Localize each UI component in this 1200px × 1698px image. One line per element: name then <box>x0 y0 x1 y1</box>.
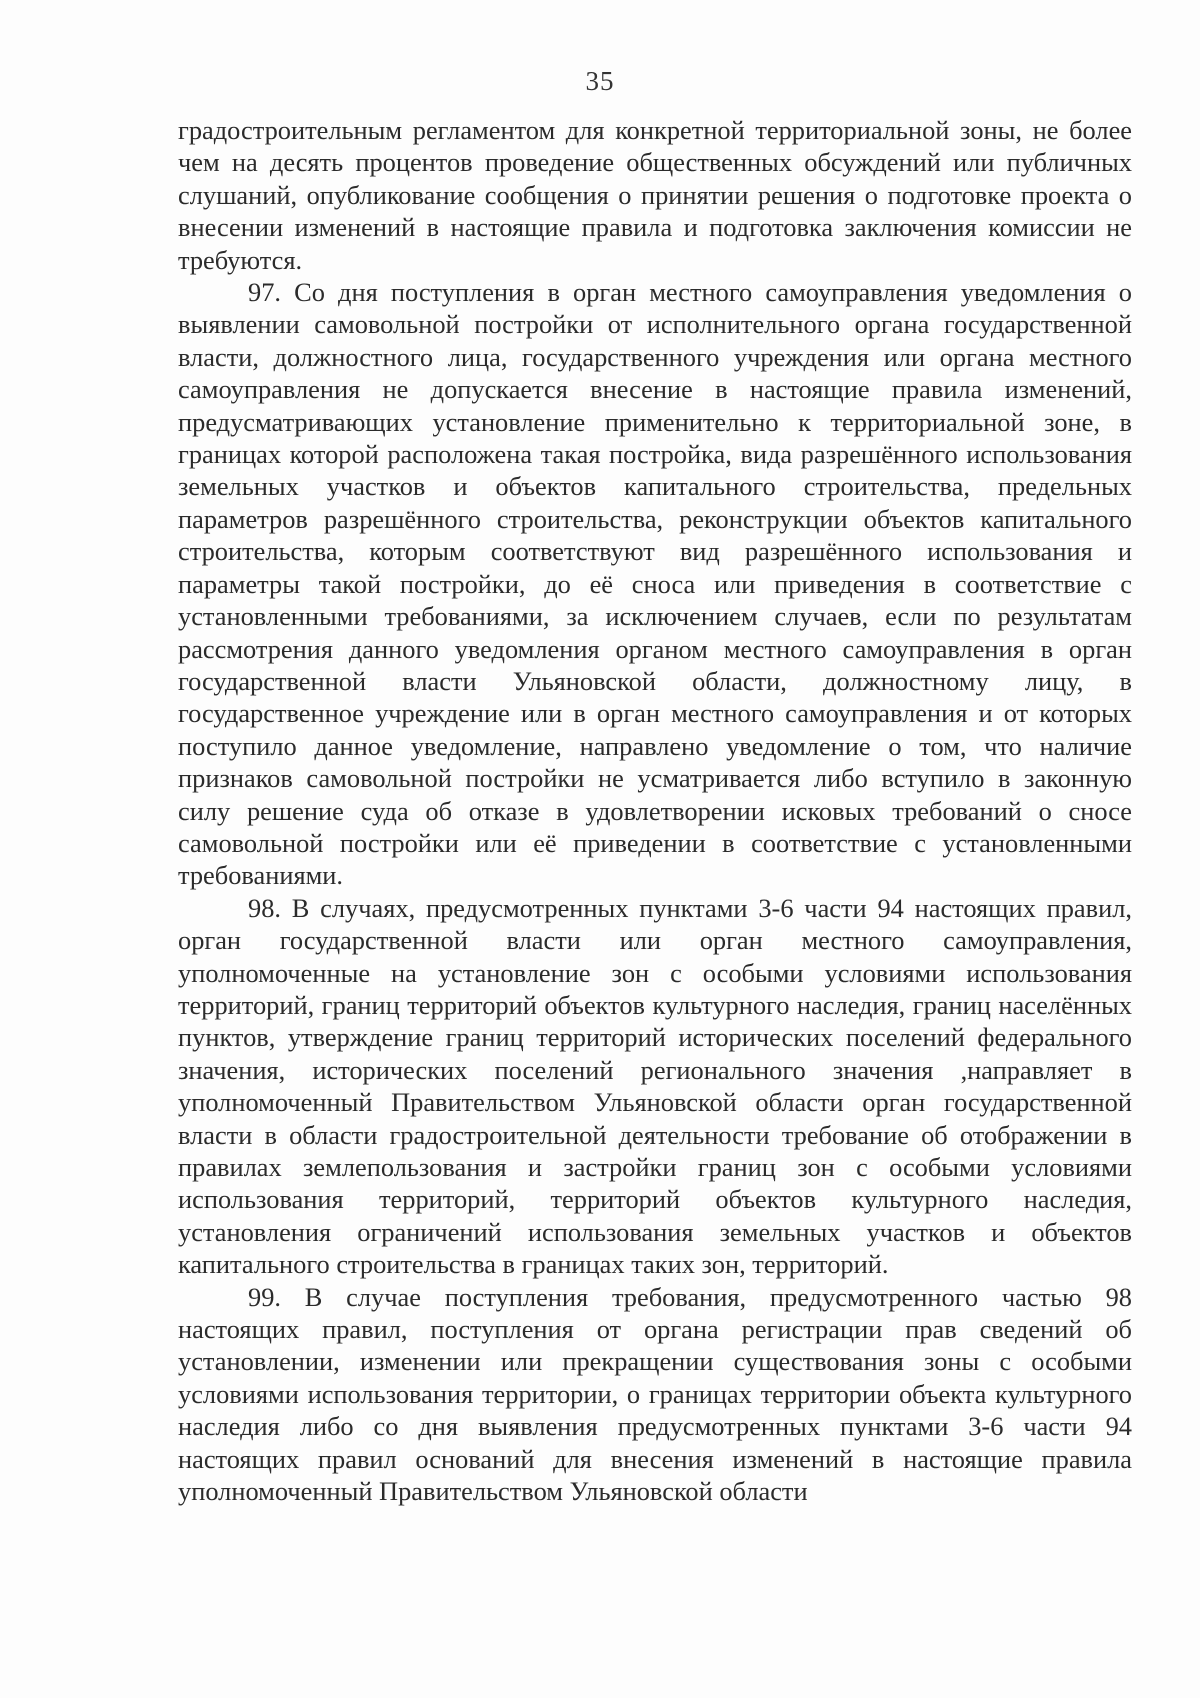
paragraph-98: 98. В случаях, предусмотренных пунктами 3-6 части 94 настоящих правил, орган государственной власти или орган местного самоуправления, уполномоченные на установление зон с особыми условиями использования территорий, границ территорий объектов культурного наследия, границ населённых пунктов, утверждение границ территорий исторических поселений федерального значения, исторических поселений регионального значения ,направляет в уполномоченный Правительством Ульяновской области орган государственной власти в области градостроительной деятельности требование об отображении в правилах землепользования и застройки границ зон с особыми условиями использования территорий, территорий объектов культурного наследия, установления ограничений использования земельных участков и объектов капитального строительства в границах таких зон, территорий. <box>178 892 1132 1280</box>
page-number: 35 <box>585 66 615 96</box>
paragraph-97: 97. Со дня поступления в орган местного самоуправления уведомления о выявлении самовольной постройки от исполнительного органа государственной власти, должностного лица, государственного учреждения или органа местного самоуправления не допускается внесение в настоящие правила изменений, предусматривающих установление применительно к территориальной зоне, в границах которой расположена такая постройка, вида разрешённого использования земельных участков и объектов капитального строительства, предельных параметров разрешённого строительства, реконструкции объектов капитального строительства, которым соответствуют вид разрешённого использования и параметры такой постройки, до её сноса или приведения в соответствие с установленными требованиями, за исключением случаев, если по результатам рассмотрения данного уведомления органом местного самоуправления в орган государственной власти Ульяновской области, должностному лицу, в государственное учреждение или в орган местного самоуправления и от которых поступило данное уведомление, направлено уведомление о том, что наличие признаков самовольной постройки не усматривается либо вступило в законную силу решение суда об отказе в удовлетворении исковых требований о сносе самовольной постройки или её приведении в соответствие с установленными требованиями. <box>178 277 1132 891</box>
document-body <box>178 114 1132 1507</box>
paragraph-96-continuation: градостроительным регламентом для конкретной территориальной зоны, не более чем на десять процентов проведение общественных обсуждений или публичных слушаний, опубликование сообщения о принятии решения о подготовке проекта о внесении изменений в настоящие правила и подготовка заключения комиссии не требуются. <box>178 115 1132 275</box>
paragraph-99: 99. В случае поступления требования, предусмотренного частью 98 настоящих правил, поступления от органа регистрации прав сведений об установлении, изменении или прекращении существования зоны с особыми условиями использования территории, о границах территории объекта культурного наследия либо со дня выявления предусмотренных пунктами 3-6 части 94 настоящих правил оснований для внесения изменений в настоящие правила уполномоченный Правительством Ульяновской области <box>178 1281 1132 1507</box>
